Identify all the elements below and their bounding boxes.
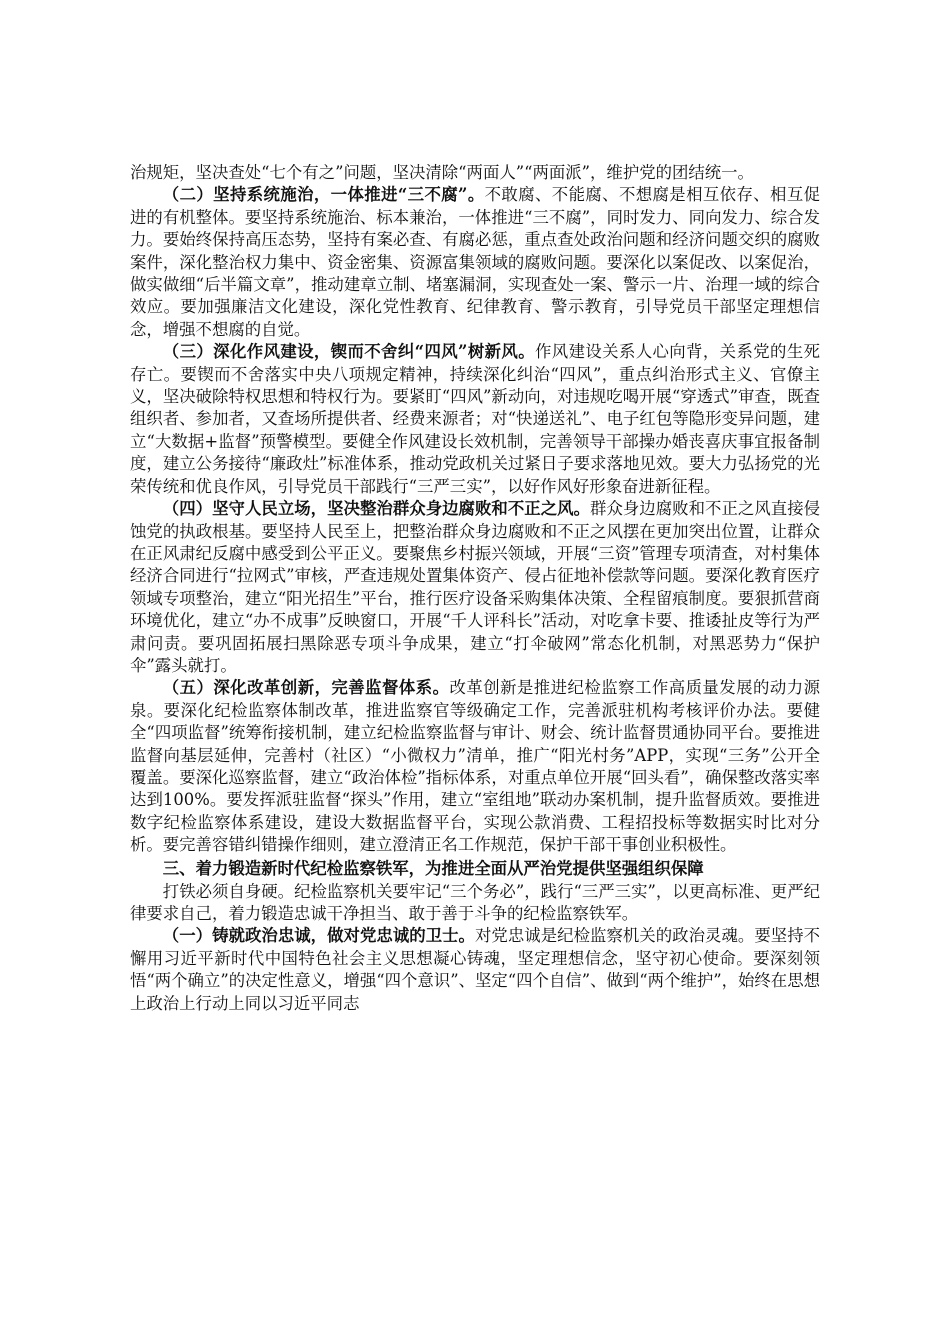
paragraph-continuation: 治规矩，坚决查处“七个有之”问题，坚决清除“两面人”“两面派”，维护党的团结统一。 [130, 163, 754, 182]
subheading-3: （三）深化作风建设，锲而不舍纠“四风”树新风。 [162, 342, 535, 362]
subheading-3-1: （一）铸就政治忠诚，做对党忠诚的卫士。 [162, 926, 475, 946]
section-heading-3: 三、着力锻造新时代纪检监察铁军，为推进全面从严治党提供坚强组织保障 [162, 858, 704, 878]
subheading-5: （五）深化改革创新，完善监督体系。 [162, 678, 450, 698]
paragraph-section-3-intro: 打铁必须自身硬。纪检监察机关要牢记“三个务必”，践行“三严三实”，以更高标准、更严纪律要求自己，着力锻造忠诚干净担当、敢于善于斗争的纪检监察铁军。 [130, 881, 820, 923]
document-page [130, 162, 820, 1015]
paragraph-section-2-2 [130, 184, 820, 341]
paragraph-body-4: 群众身边腐败和不正之风直接侵蚀党的执政根基。要坚持人民至上，把整治群众身边腐败和不正之风摆在更加突出位置，让群众在正风肃纪反腐中感受到公平正义。要聚焦乡村振兴领域，开展“三资”管理专项清查，对村集体经济合同进行“拉网式”审核，严查违规处置集体资产、侵占征地补偿款等问题。要深化教育医疗领域专项整治，建立“阳光招生”平台，推行医疗设备采购集体决策、全程留痕制度。要狠抓营商环境优化，建立“办不成事”反映窗口，开展“千人评科长”活动，对吃拿卡要、推诿扯皮等行为严肃问责。要巩固拓展扫黑除恶专项斗争成果，建立“打伞破网”常态化机制，对黑恶势力“保护伞”露头就打。 [130, 499, 821, 675]
paragraph-section-3-1 [130, 925, 820, 1015]
subheading-4: （四）坚守人民立场，坚决整治群众身边腐败和不正之风。 [162, 499, 591, 519]
paragraph-body-2: 不敢腐、不能腐、不想腐是相互依存、相互促进的有机整体。要坚持系统施治、标本兼治，一体推进“三不腐”，同时发力、同向发力、综合发力。要始终保持高压态势，坚持有案必查、有腐必惩，重点查处政治问题和经济问题交织的腐败案件，深化整治权力集中、资金密集、资源富集领域的腐败问题。要深化以案促改、以案促治，做实做细“后半篇文章”，推动建章立制、堵塞漏洞，实现查处一案、警示一片、治理一域的综合效应。要加强廉洁文化建设，深化党性教育、纪律教育、警示教育，引导党员干部坚定理想信念，增强不想腐的自觉。 [130, 185, 821, 339]
subheading-2: （二）坚持系统施治，一体推进“三不腐”。 [162, 185, 485, 205]
paragraph-section-2-4 [130, 498, 820, 677]
paragraph-body-5: 改革创新是推进纪检监察工作高质量发展的动力源泉。要深化纪检监察体制改革，推进监察官等级确定工作，完善派驻机构考核评价办法。要健全“四项监督”统筹衔接机制，建立纪检监察监督与审计、财会、统计监督贯通协同平台。要推进监督向基层延伸，完善村（社区）“小微权力”清单，推广“阳光村务”APP，实现“三务”公开全覆盖。要深化巡察监督，建立“政治体检”指标体系，对重点单位开展“回头看”，确保整改落实率达到100%。要发挥派驻监督“探头”作用，建立“室组地”联动办案机制，提升监督质效。要推进数字纪检监察体系建设，建设大数据监督平台，实现公款消费、工程招投标等数据实时比对分析。要完善容错纠错操作细则，建立澄清正名工作规范，保护干部干事创业积极性。 [130, 678, 821, 855]
paragraph-body-3: 作风建设关系人心向背，关系党的生死存亡。要锲而不舍落实中央八项规定精神，持续深化纠治“四风”，重点纠治形式主义、官僚主义，坚决破除特权思想和特权行为。要紧盯“四风”新动向，对违规吃喝开展“穿透式”审查，既查组织者、参加者，又查场所提供者、经费来源者；对“快递送礼”、电子红包等隐形变异问题，建立“大数据+监督”预警模型。要健全作风建设长效机制，完善领导干部操办婚丧喜庆事宜报备制度，建立公务接待“廉政灶”标准体系，推动党政机关过紧日子要求落地见效。要大力弘扬党的光荣传统和优良作风，引导党员干部践行“三严三实”，以好作风好形象奋进新征程。 [130, 342, 820, 496]
paragraph-body-3-1: 对党忠诚是纪检监察机关的政治灵魂。要坚持不懈用习近平新时代中国特色社会主义思想凝心铸魂，坚定理想信念，坚守初心使命。要深刻领悟“两个确立”的决定性意义，增强“四个意识”、坚定“四个自信”、做到“两个维护”，始终在思想上政治上行动上同以习近平同志 [130, 926, 821, 1013]
paragraph-section-2-3 [130, 341, 820, 498]
paragraph-section-2-5 [130, 677, 820, 856]
